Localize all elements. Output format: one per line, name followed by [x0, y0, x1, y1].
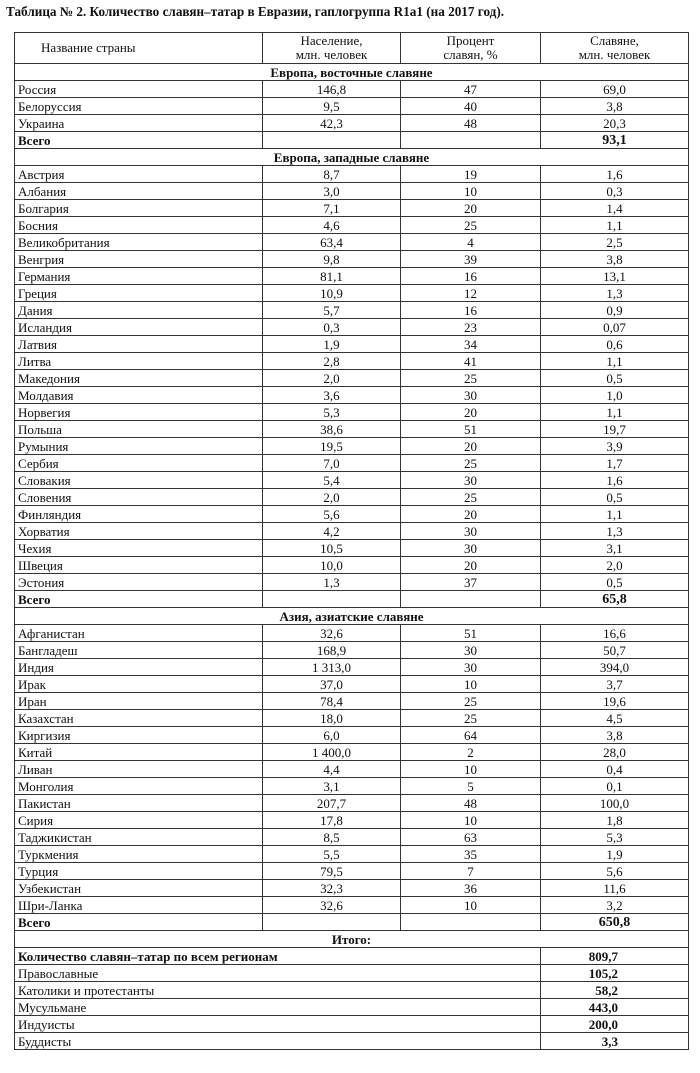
percent-cell: 25 [401, 710, 541, 727]
population-cell: 38,6 [263, 421, 401, 438]
slavs-cell: 1,3 [541, 285, 689, 302]
country-cell: Польша [15, 421, 263, 438]
summary-label: Православные [15, 965, 541, 982]
country-cell: Ирак [15, 676, 263, 693]
header-population: Население, млн. человек [263, 33, 401, 64]
total-value: 650,8 [541, 914, 689, 931]
slavs-cell: 1,6 [541, 166, 689, 183]
population-cell: 19,5 [263, 438, 401, 455]
total-empty-cell [401, 132, 541, 149]
table-row [15, 676, 689, 693]
percent-cell: 20 [401, 557, 541, 574]
population-cell: 79,5 [263, 863, 401, 880]
slavs-cell: 0,5 [541, 489, 689, 506]
country-cell: Албания [15, 183, 263, 200]
slavs-cell: 20,3 [541, 115, 689, 132]
country-cell: Таджикистан [15, 829, 263, 846]
table-title: Таблица № 2. Количество славян–татар в Евразии, гаплогруппа R1a1 (на 2017 год). [6, 4, 505, 19]
section-header-row [15, 64, 689, 81]
population-cell: 37,0 [263, 676, 401, 693]
table-row [15, 387, 689, 404]
slavs-cell: 1,8 [541, 812, 689, 829]
percent-cell: 30 [401, 523, 541, 540]
population-cell: 146,8 [263, 81, 401, 98]
country-cell: Казахстан [15, 710, 263, 727]
percent-cell: 25 [401, 370, 541, 387]
table-row [15, 795, 689, 812]
table-row [15, 744, 689, 761]
summary-label: Индуисты [15, 1016, 541, 1033]
population-cell: 5,5 [263, 846, 401, 863]
slavs-table [14, 32, 689, 1050]
table-row [15, 727, 689, 744]
slavs-cell: 0,07 [541, 319, 689, 336]
table-row [15, 183, 689, 200]
percent-cell: 40 [401, 98, 541, 115]
population-cell: 207,7 [263, 795, 401, 812]
country-cell: Сербия [15, 455, 263, 472]
table-row [15, 166, 689, 183]
total-row [15, 591, 689, 608]
population-cell: 81,1 [263, 268, 401, 285]
country-cell: Украина [15, 115, 263, 132]
country-cell: Индия [15, 659, 263, 676]
slavs-cell: 2,0 [541, 557, 689, 574]
population-cell: 2,0 [263, 489, 401, 506]
population-cell: 6,0 [263, 727, 401, 744]
percent-cell: 19 [401, 166, 541, 183]
summary-row [15, 982, 689, 999]
population-cell: 1,9 [263, 336, 401, 353]
population-cell: 63,4 [263, 234, 401, 251]
population-cell: 3,6 [263, 387, 401, 404]
country-cell: Македония [15, 370, 263, 387]
slavs-cell: 0,3 [541, 183, 689, 200]
population-cell: 17,8 [263, 812, 401, 829]
population-cell: 1 400,0 [263, 744, 401, 761]
country-cell: Киргизия [15, 727, 263, 744]
table-row [15, 438, 689, 455]
total-empty-cell [401, 914, 541, 931]
population-cell: 0,3 [263, 319, 401, 336]
table-row [15, 846, 689, 863]
country-cell: Эстония [15, 574, 263, 591]
slavs-cell: 1,0 [541, 387, 689, 404]
table-row [15, 778, 689, 795]
slavs-cell: 3,2 [541, 897, 689, 914]
table-row [15, 81, 689, 98]
slavs-cell: 3,1 [541, 540, 689, 557]
slavs-cell: 3,9 [541, 438, 689, 455]
slavs-cell: 100,0 [541, 795, 689, 812]
slavs-cell: 394,0 [541, 659, 689, 676]
country-cell: Венгрия [15, 251, 263, 268]
table-row [15, 302, 689, 319]
total-label: Всего [15, 591, 263, 608]
slavs-cell: 0,5 [541, 574, 689, 591]
table-row [15, 404, 689, 421]
header-slavs: Славяне, млн. человек [541, 33, 689, 64]
table-row [15, 455, 689, 472]
table-row [15, 319, 689, 336]
summary-value: 443,0 [541, 999, 689, 1016]
population-cell: 32,6 [263, 625, 401, 642]
section-header-row [15, 608, 689, 625]
population-cell: 42,3 [263, 115, 401, 132]
population-cell: 10,0 [263, 557, 401, 574]
country-cell: Белоруссия [15, 98, 263, 115]
percent-cell: 47 [401, 81, 541, 98]
percent-cell: 48 [401, 795, 541, 812]
percent-cell: 20 [401, 404, 541, 421]
table-row [15, 659, 689, 676]
population-cell: 10,5 [263, 540, 401, 557]
population-cell: 5,6 [263, 506, 401, 523]
total-row [15, 132, 689, 149]
table-row [15, 710, 689, 727]
country-cell: Хорватия [15, 523, 263, 540]
percent-cell: 2 [401, 744, 541, 761]
slavs-cell: 1,4 [541, 200, 689, 217]
country-cell: Норвегия [15, 404, 263, 421]
total-empty-cell [263, 914, 401, 931]
slavs-cell: 0,6 [541, 336, 689, 353]
section-title: Европа, восточные славяне [15, 64, 689, 81]
population-cell: 7,0 [263, 455, 401, 472]
slavs-cell: 16,6 [541, 625, 689, 642]
population-cell: 3,1 [263, 778, 401, 795]
percent-cell: 25 [401, 217, 541, 234]
country-cell: Монголия [15, 778, 263, 795]
country-cell: Литва [15, 353, 263, 370]
population-cell: 8,7 [263, 166, 401, 183]
percent-cell: 20 [401, 200, 541, 217]
percent-cell: 51 [401, 625, 541, 642]
country-cell: Узбекистан [15, 880, 263, 897]
percent-cell: 16 [401, 302, 541, 319]
slavs-cell: 19,6 [541, 693, 689, 710]
percent-cell: 64 [401, 727, 541, 744]
summary-row [15, 965, 689, 982]
summary-label: Буддисты [15, 1033, 541, 1050]
percent-cell: 41 [401, 353, 541, 370]
country-cell: Греция [15, 285, 263, 302]
summary-value: 809,7 [541, 948, 689, 965]
population-cell: 4,6 [263, 217, 401, 234]
slavs-cell: 0,9 [541, 302, 689, 319]
population-cell: 4,2 [263, 523, 401, 540]
section-title: Европа, западные славяне [15, 149, 689, 166]
country-cell: Германия [15, 268, 263, 285]
total-row [15, 914, 689, 931]
table-row [15, 200, 689, 217]
slavs-cell: 28,0 [541, 744, 689, 761]
table-body [15, 64, 689, 1050]
percent-cell: 12 [401, 285, 541, 302]
summary-title: Итого: [15, 931, 689, 948]
percent-cell: 25 [401, 693, 541, 710]
percent-cell: 16 [401, 268, 541, 285]
country-cell: Бангладеш [15, 642, 263, 659]
slavs-cell: 1,7 [541, 455, 689, 472]
percent-cell: 23 [401, 319, 541, 336]
slavs-cell: 0,4 [541, 761, 689, 778]
table-row [15, 761, 689, 778]
table-row [15, 285, 689, 302]
table-row [15, 812, 689, 829]
table-row [15, 829, 689, 846]
header-row [15, 33, 689, 64]
table-row [15, 98, 689, 115]
header-country: Название страны [15, 33, 263, 64]
country-cell: Турция [15, 863, 263, 880]
country-cell: Финляндия [15, 506, 263, 523]
total-value: 93,1 [541, 132, 689, 149]
table-row [15, 897, 689, 914]
population-cell: 1,3 [263, 574, 401, 591]
population-cell: 18,0 [263, 710, 401, 727]
country-cell: Афганистан [15, 625, 263, 642]
slavs-cell: 13,1 [541, 268, 689, 285]
slavs-cell: 3,7 [541, 676, 689, 693]
percent-cell: 39 [401, 251, 541, 268]
percent-cell: 30 [401, 642, 541, 659]
slavs-cell: 50,7 [541, 642, 689, 659]
table-row [15, 693, 689, 710]
total-empty-cell [401, 591, 541, 608]
summary-row [15, 1016, 689, 1033]
country-cell: Швеция [15, 557, 263, 574]
percent-cell: 10 [401, 183, 541, 200]
percent-cell: 30 [401, 387, 541, 404]
slavs-cell: 1,9 [541, 846, 689, 863]
percent-cell: 20 [401, 506, 541, 523]
slavs-cell: 4,5 [541, 710, 689, 727]
percent-cell: 4 [401, 234, 541, 251]
percent-cell: 30 [401, 540, 541, 557]
slavs-cell: 0,5 [541, 370, 689, 387]
table-row [15, 370, 689, 387]
percent-cell: 30 [401, 659, 541, 676]
population-cell: 2,8 [263, 353, 401, 370]
percent-cell: 63 [401, 829, 541, 846]
percent-cell: 7 [401, 863, 541, 880]
country-cell: Туркмения [15, 846, 263, 863]
table-row [15, 557, 689, 574]
country-cell: Дания [15, 302, 263, 319]
slavs-cell: 1,1 [541, 353, 689, 370]
summary-value: 3,3 [541, 1033, 689, 1050]
table-row [15, 506, 689, 523]
summary-value: 105,2 [541, 965, 689, 982]
slavs-cell: 69,0 [541, 81, 689, 98]
summary-label: Мусульмане [15, 999, 541, 1016]
summary-value: 58,2 [541, 982, 689, 999]
percent-cell: 34 [401, 336, 541, 353]
slavs-cell: 11,6 [541, 880, 689, 897]
summary-label: Количество славян–татар по всем регионам [15, 948, 541, 965]
population-cell: 10,9 [263, 285, 401, 302]
country-cell: Чехия [15, 540, 263, 557]
table-row [15, 625, 689, 642]
population-cell: 32,6 [263, 897, 401, 914]
population-cell: 7,1 [263, 200, 401, 217]
percent-cell: 30 [401, 472, 541, 489]
summary-row [15, 948, 689, 965]
slavs-cell: 1,6 [541, 472, 689, 489]
table-row [15, 234, 689, 251]
table-row [15, 268, 689, 285]
table-row [15, 523, 689, 540]
percent-cell: 10 [401, 761, 541, 778]
table-row [15, 251, 689, 268]
percent-cell: 25 [401, 455, 541, 472]
population-cell: 9,5 [263, 98, 401, 115]
slavs-cell: 5,6 [541, 863, 689, 880]
slavs-cell: 3,8 [541, 727, 689, 744]
percent-cell: 10 [401, 812, 541, 829]
percent-cell: 35 [401, 846, 541, 863]
slavs-cell: 5,3 [541, 829, 689, 846]
summary-row [15, 999, 689, 1016]
slavs-cell: 3,8 [541, 98, 689, 115]
country-cell: Сирия [15, 812, 263, 829]
population-cell: 5,3 [263, 404, 401, 421]
table-row [15, 642, 689, 659]
total-label: Всего [15, 914, 263, 931]
summary-value: 200,0 [541, 1016, 689, 1033]
population-cell: 5,7 [263, 302, 401, 319]
population-cell: 8,5 [263, 829, 401, 846]
population-cell: 9,8 [263, 251, 401, 268]
country-cell: Латвия [15, 336, 263, 353]
slavs-cell: 2,5 [541, 234, 689, 251]
slavs-cell: 19,7 [541, 421, 689, 438]
population-cell: 4,4 [263, 761, 401, 778]
total-label: Всего [15, 132, 263, 149]
country-cell: Ливан [15, 761, 263, 778]
country-cell: Великобритания [15, 234, 263, 251]
table-row [15, 353, 689, 370]
section-header-row [15, 149, 689, 166]
country-cell: Россия [15, 81, 263, 98]
slavs-cell: 0,1 [541, 778, 689, 795]
summary-header-row [15, 931, 689, 948]
percent-cell: 5 [401, 778, 541, 795]
total-empty-cell [263, 591, 401, 608]
total-value: 65,8 [541, 591, 689, 608]
country-cell: Австрия [15, 166, 263, 183]
percent-cell: 10 [401, 676, 541, 693]
population-cell: 5,4 [263, 472, 401, 489]
country-cell: Молдавия [15, 387, 263, 404]
slavs-cell: 3,8 [541, 251, 689, 268]
population-cell: 3,0 [263, 183, 401, 200]
percent-cell: 20 [401, 438, 541, 455]
country-cell: Словения [15, 489, 263, 506]
country-cell: Иран [15, 693, 263, 710]
population-cell: 1 313,0 [263, 659, 401, 676]
population-cell: 78,4 [263, 693, 401, 710]
slavs-cell: 1,1 [541, 506, 689, 523]
table-row [15, 574, 689, 591]
country-cell: Исландия [15, 319, 263, 336]
summary-row [15, 1033, 689, 1050]
table-row [15, 336, 689, 353]
table-row [15, 115, 689, 132]
percent-cell: 51 [401, 421, 541, 438]
table-row [15, 421, 689, 438]
summary-label: Католики и протестанты [15, 982, 541, 999]
country-cell: Словакия [15, 472, 263, 489]
percent-cell: 48 [401, 115, 541, 132]
slavs-cell: 1,3 [541, 523, 689, 540]
percent-cell: 37 [401, 574, 541, 591]
country-cell: Румыния [15, 438, 263, 455]
slavs-cell: 1,1 [541, 404, 689, 421]
table-row [15, 217, 689, 234]
percent-cell: 36 [401, 880, 541, 897]
section-title: Азия, азиатские славяне [15, 608, 689, 625]
table-row [15, 489, 689, 506]
slavs-cell: 1,1 [541, 217, 689, 234]
country-cell: Китай [15, 744, 263, 761]
population-cell: 168,9 [263, 642, 401, 659]
population-cell: 2,0 [263, 370, 401, 387]
country-cell: Шри-Ланка [15, 897, 263, 914]
header-percent: Процент славян, % [401, 33, 541, 64]
population-cell: 32,3 [263, 880, 401, 897]
total-empty-cell [263, 132, 401, 149]
country-cell: Пакистан [15, 795, 263, 812]
percent-cell: 25 [401, 489, 541, 506]
table-row [15, 472, 689, 489]
country-cell: Босния [15, 217, 263, 234]
table-row [15, 540, 689, 557]
table-row [15, 863, 689, 880]
percent-cell: 10 [401, 897, 541, 914]
country-cell: Болгария [15, 200, 263, 217]
table-row [15, 880, 689, 897]
